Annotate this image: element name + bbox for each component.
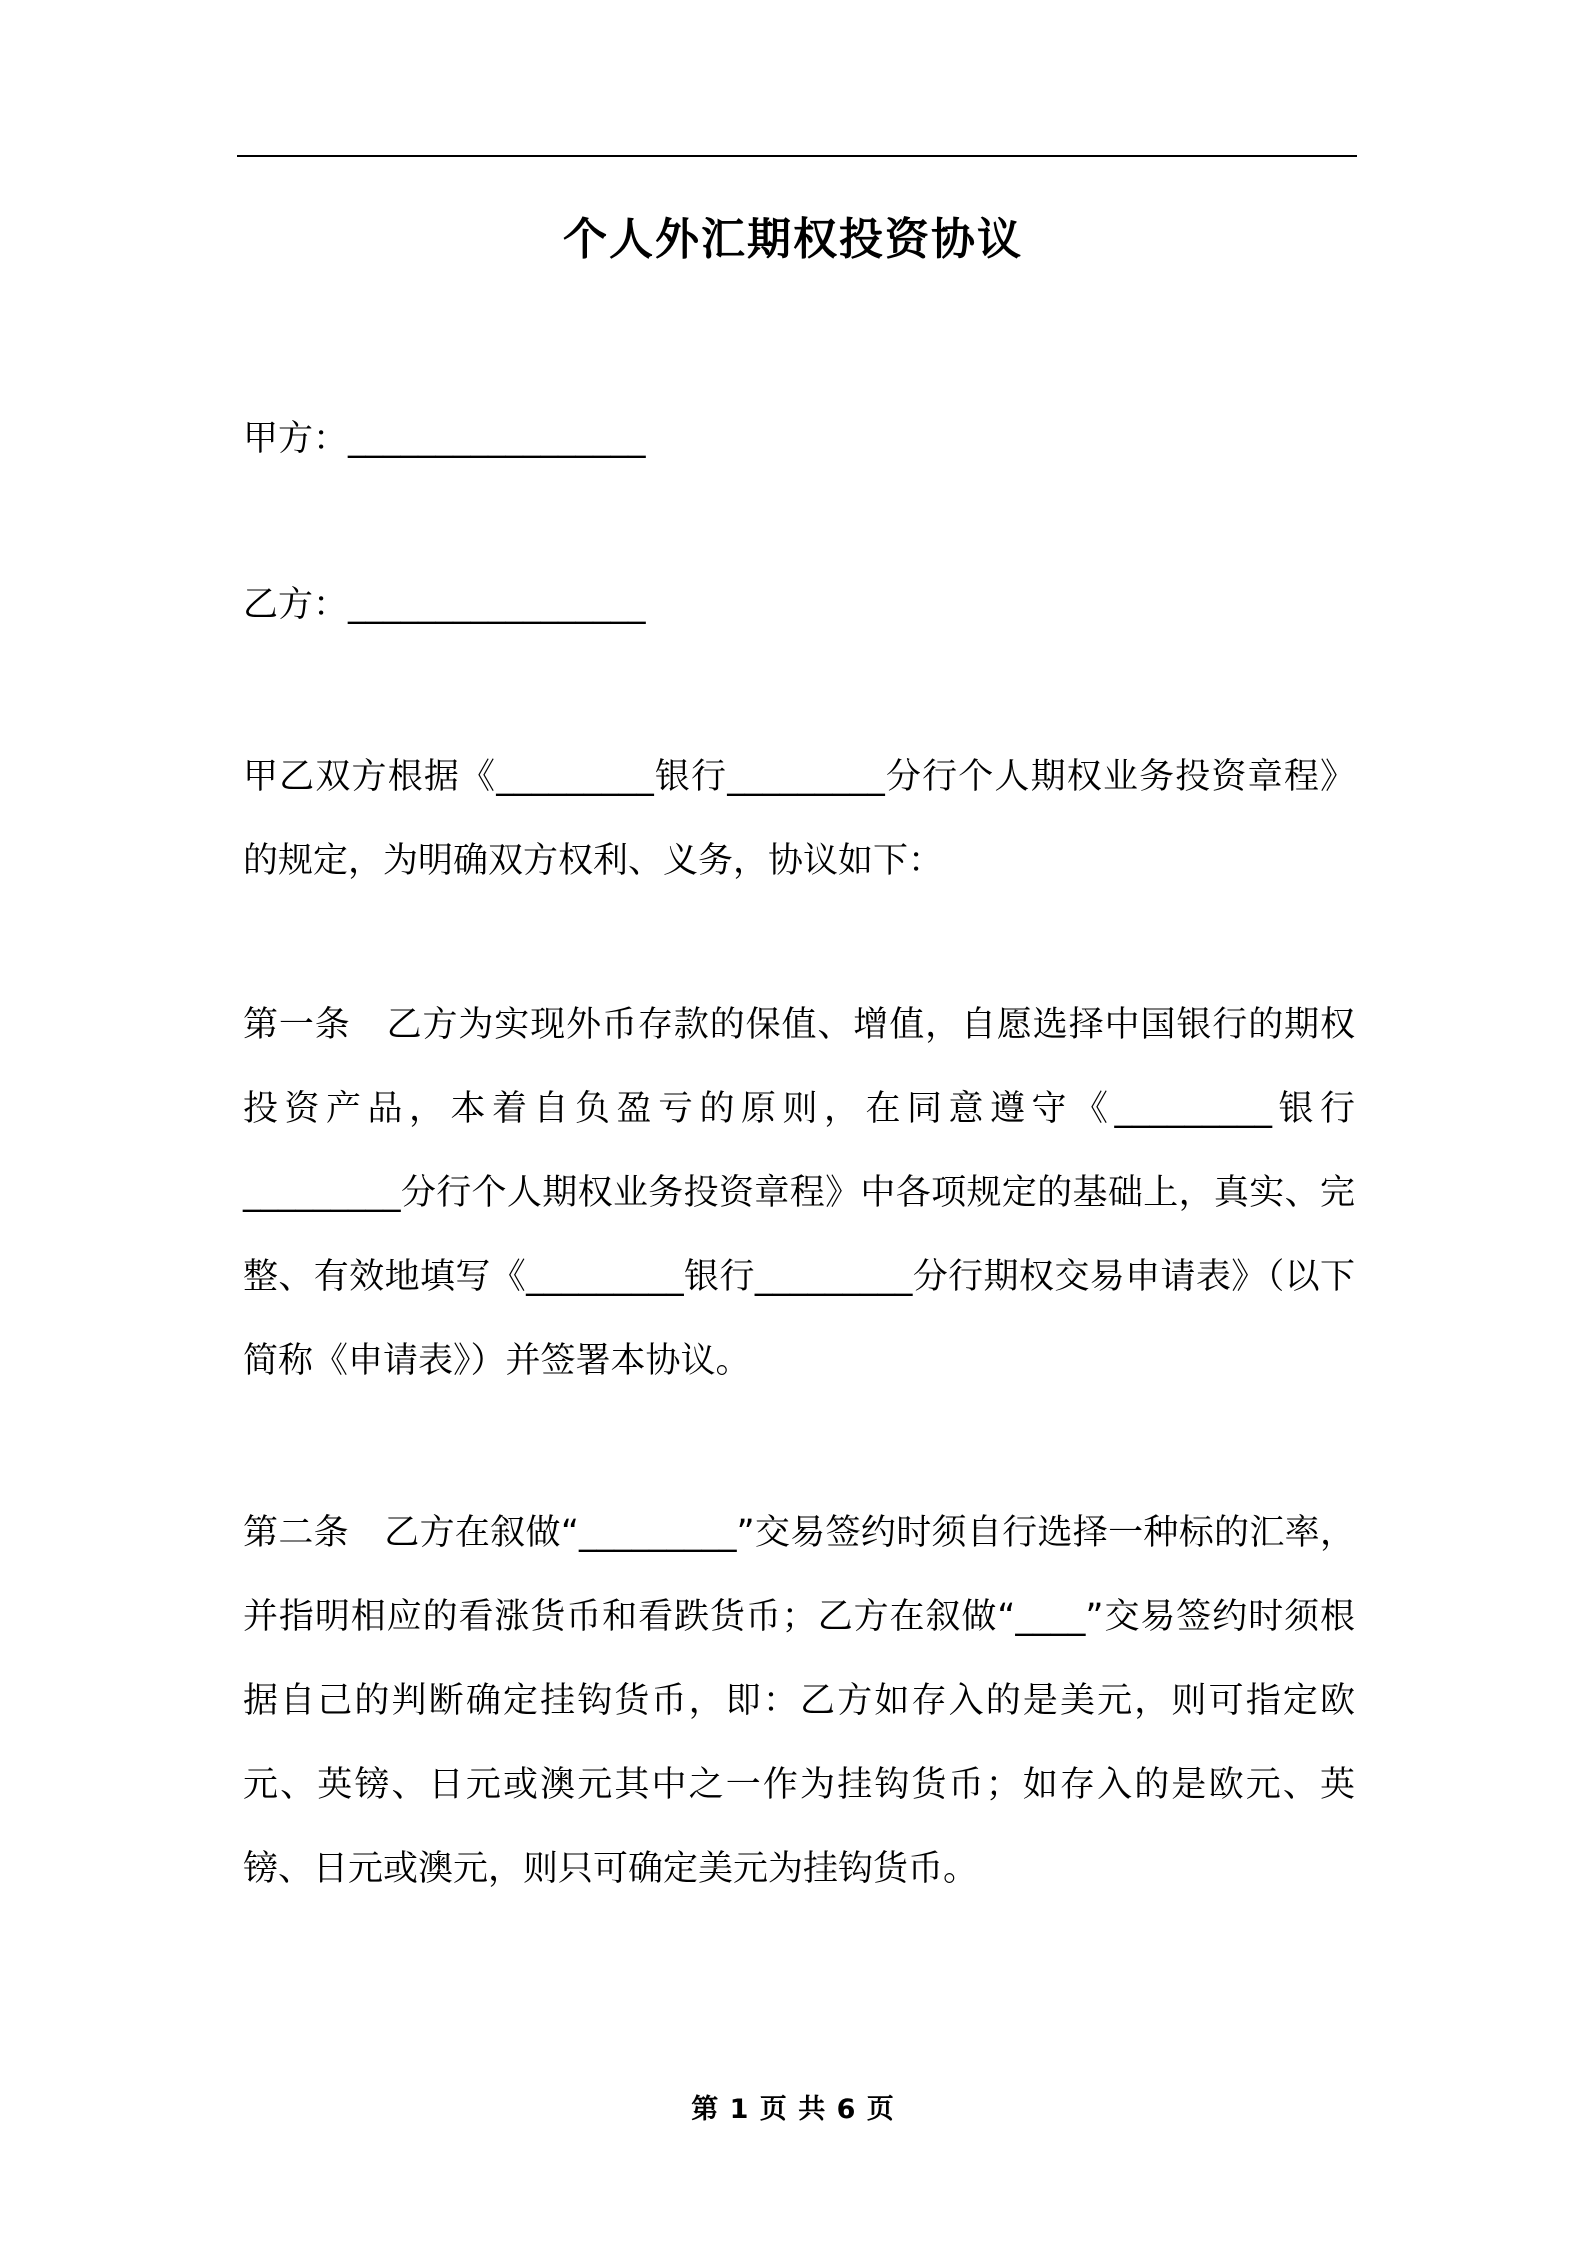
document-title: 个人外汇期权投资协议 [563,214,1023,265]
page-indicator: 第 1 页 共 6 页 [691,2094,895,2125]
party-a-blank: _________________ [348,419,646,459]
header-rule [237,155,1357,157]
preamble-paragraph: 甲乙双方根据《_________银行_________分行个人期权业务投资章程》的规定，为明确双方权利、义务，协议如下： [243,757,1355,881]
party-a-line [243,414,646,464]
article-1-paragraph: 第一条 乙方为实现外币存款的保值、增值，自愿选择中国银行的期权投资产品，本着自负盈亏的原则，在同意遵守《_________银行_________分行个人期权业务投资章程》中各项规定的基础上，真实、完整、有效地填写《_________银行_________分行期权交易申请表》（以下简称《申请表》）并签署本协议。 [243,1005,1355,1381]
article-2-paragraph: 第二条 乙方在叙做“_________”交易签约时须自行选择一种标的汇率，并指明相应的看涨货币和看跌货币；乙方在叙做“____”交易签约时须根据自己的判断确定挂钩货币，即：乙方如存入的是美元，则可指定欧元、英镑、日元或澳元其中之一作为挂钩货币；如存入的是欧元、英镑、日元或澳元，则只可确定美元为挂钩货币。 [243,1513,1355,1889]
party-b-line [243,580,646,630]
party-b-blank: _________________ [348,585,646,625]
party-a-label: 甲方： [243,419,349,459]
party-b-label: 乙方： [243,585,349,625]
